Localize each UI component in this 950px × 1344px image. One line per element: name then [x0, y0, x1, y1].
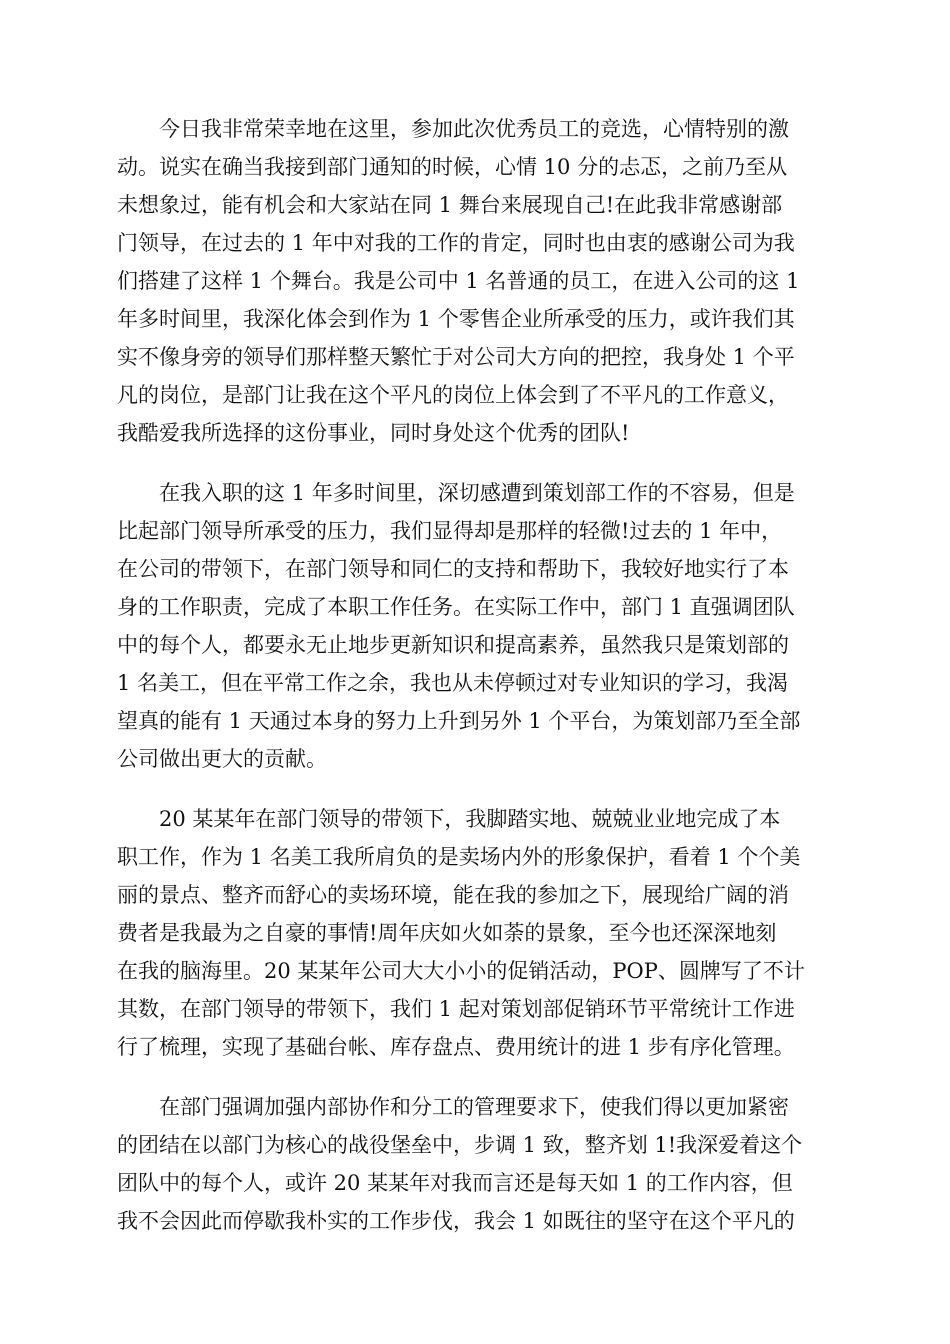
text-line: 在我入职的这 1 年多时间里，深切感遭到策划部工作的不容易，但是 — [159, 481, 795, 505]
text-line: 凡的岗位，是部门让我在这个平凡的岗位上体会到了不平凡的工作意义， — [117, 383, 789, 407]
text-line: 今日我非常荣幸地在这里，参加此次优秀员工的竞选，心情特别的激 — [159, 117, 789, 141]
text-line: 中的每个人，都要永无止地步更新知识和提高素养，虽然我只是策划部的 — [117, 633, 789, 657]
text-line: 我酷爱我所选择的这份事业，同时身处这个优秀的团队! — [117, 421, 630, 445]
text-line: 1 名美工，但在平常工作之余，我也从未停顿过对专业知识的学习，我渴 — [117, 671, 789, 695]
text-line: 其数，在部门领导的带领下，我们 1 起对策划部促销环节平常统计工作进 — [117, 997, 795, 1021]
text-line: 实不像身旁的领导们那样整天繁忙于对公司大方向的把控，我身处 1 个平 — [117, 345, 795, 369]
paragraph — [117, 474, 831, 778]
text-line: 在公司的带领下，在部门领导和同仁的支持和帮助下，我较好地实行了本 — [117, 557, 789, 581]
text-line: 在部门强调加强内部协作和分工的管理要求下，使我们得以更加紧密 — [159, 1095, 789, 1119]
text-line: 们搭建了这样 1 个舞台。我是公司中 1 名普通的员工，在进入公司的这 1 — [117, 269, 800, 293]
text-line: 行了梳理，实现了基础台帐、库存盘点、费用统计的进 1 步有序化管理。 — [117, 1035, 795, 1059]
text-line: 职工作，作为 1 名美工我所肩负的是卖场内外的形象保护，看着 1 个个美 — [117, 845, 801, 869]
text-line: 比起部门领导所承受的压力，我们显得却是那样的轻微!过去的 1 年中， — [117, 519, 783, 543]
text-line: 20 某某年在部门领导的带领下，我脚踏实地、兢兢业业地完成了本 — [159, 807, 781, 831]
paragraph — [117, 800, 831, 1066]
text-line: 费者是我最为之自豪的事情!周年庆如火如荼的景象，至今也还深深地刻 — [117, 921, 777, 945]
text-line: 望真的能有 1 天通过本身的努力上升到另外 1 个平台，为策划部乃至全部 — [117, 709, 801, 733]
paragraph — [117, 1088, 831, 1240]
paragraph — [117, 110, 831, 452]
text-line: 丽的景点、整齐而舒心的卖场环境，能在我的参加之下，展现给广阔的消 — [117, 883, 789, 907]
text-line: 门领导，在过去的 1 年中对我的工作的肯定，同时也由衷的感谢公司为我 — [117, 231, 795, 255]
document-body — [117, 110, 831, 1262]
text-line: 身的工作职责，完成了本职工作任务。在实际工作中，部门 1 直强调团队 — [117, 595, 795, 619]
text-line: 我不会因此而停歇我朴实的工作步伐，我会 1 如既往的坚守在这个平凡的 — [117, 1209, 795, 1233]
text-line: 的团结在以部门为核心的战役堡垒中，步调 1 致，整齐划 1!我深爱着这个 — [117, 1133, 803, 1157]
text-line: 未想象过，能有机会和大家站在同 1 舞台来展现自己!在此我非常感谢部 — [117, 193, 783, 217]
text-line: 公司做出更大的贡献。 — [117, 747, 327, 771]
text-line: 在我的脑海里。20 某某年公司大大小小的促销活动，POP、圆牌写了不计 — [117, 959, 805, 983]
text-line: 动。说实在确当我接到部门通知的时候，心情 10 分的忐忑，之前乃至从 — [117, 155, 788, 179]
text-line: 年多时间里，我深化体会到作为 1 个零售企业所承受的压力，或许我们其 — [117, 307, 795, 331]
text-line: 团队中的每个人，或许 20 某某年对我而言还是每天如 1 的工作内容，但 — [117, 1171, 793, 1195]
